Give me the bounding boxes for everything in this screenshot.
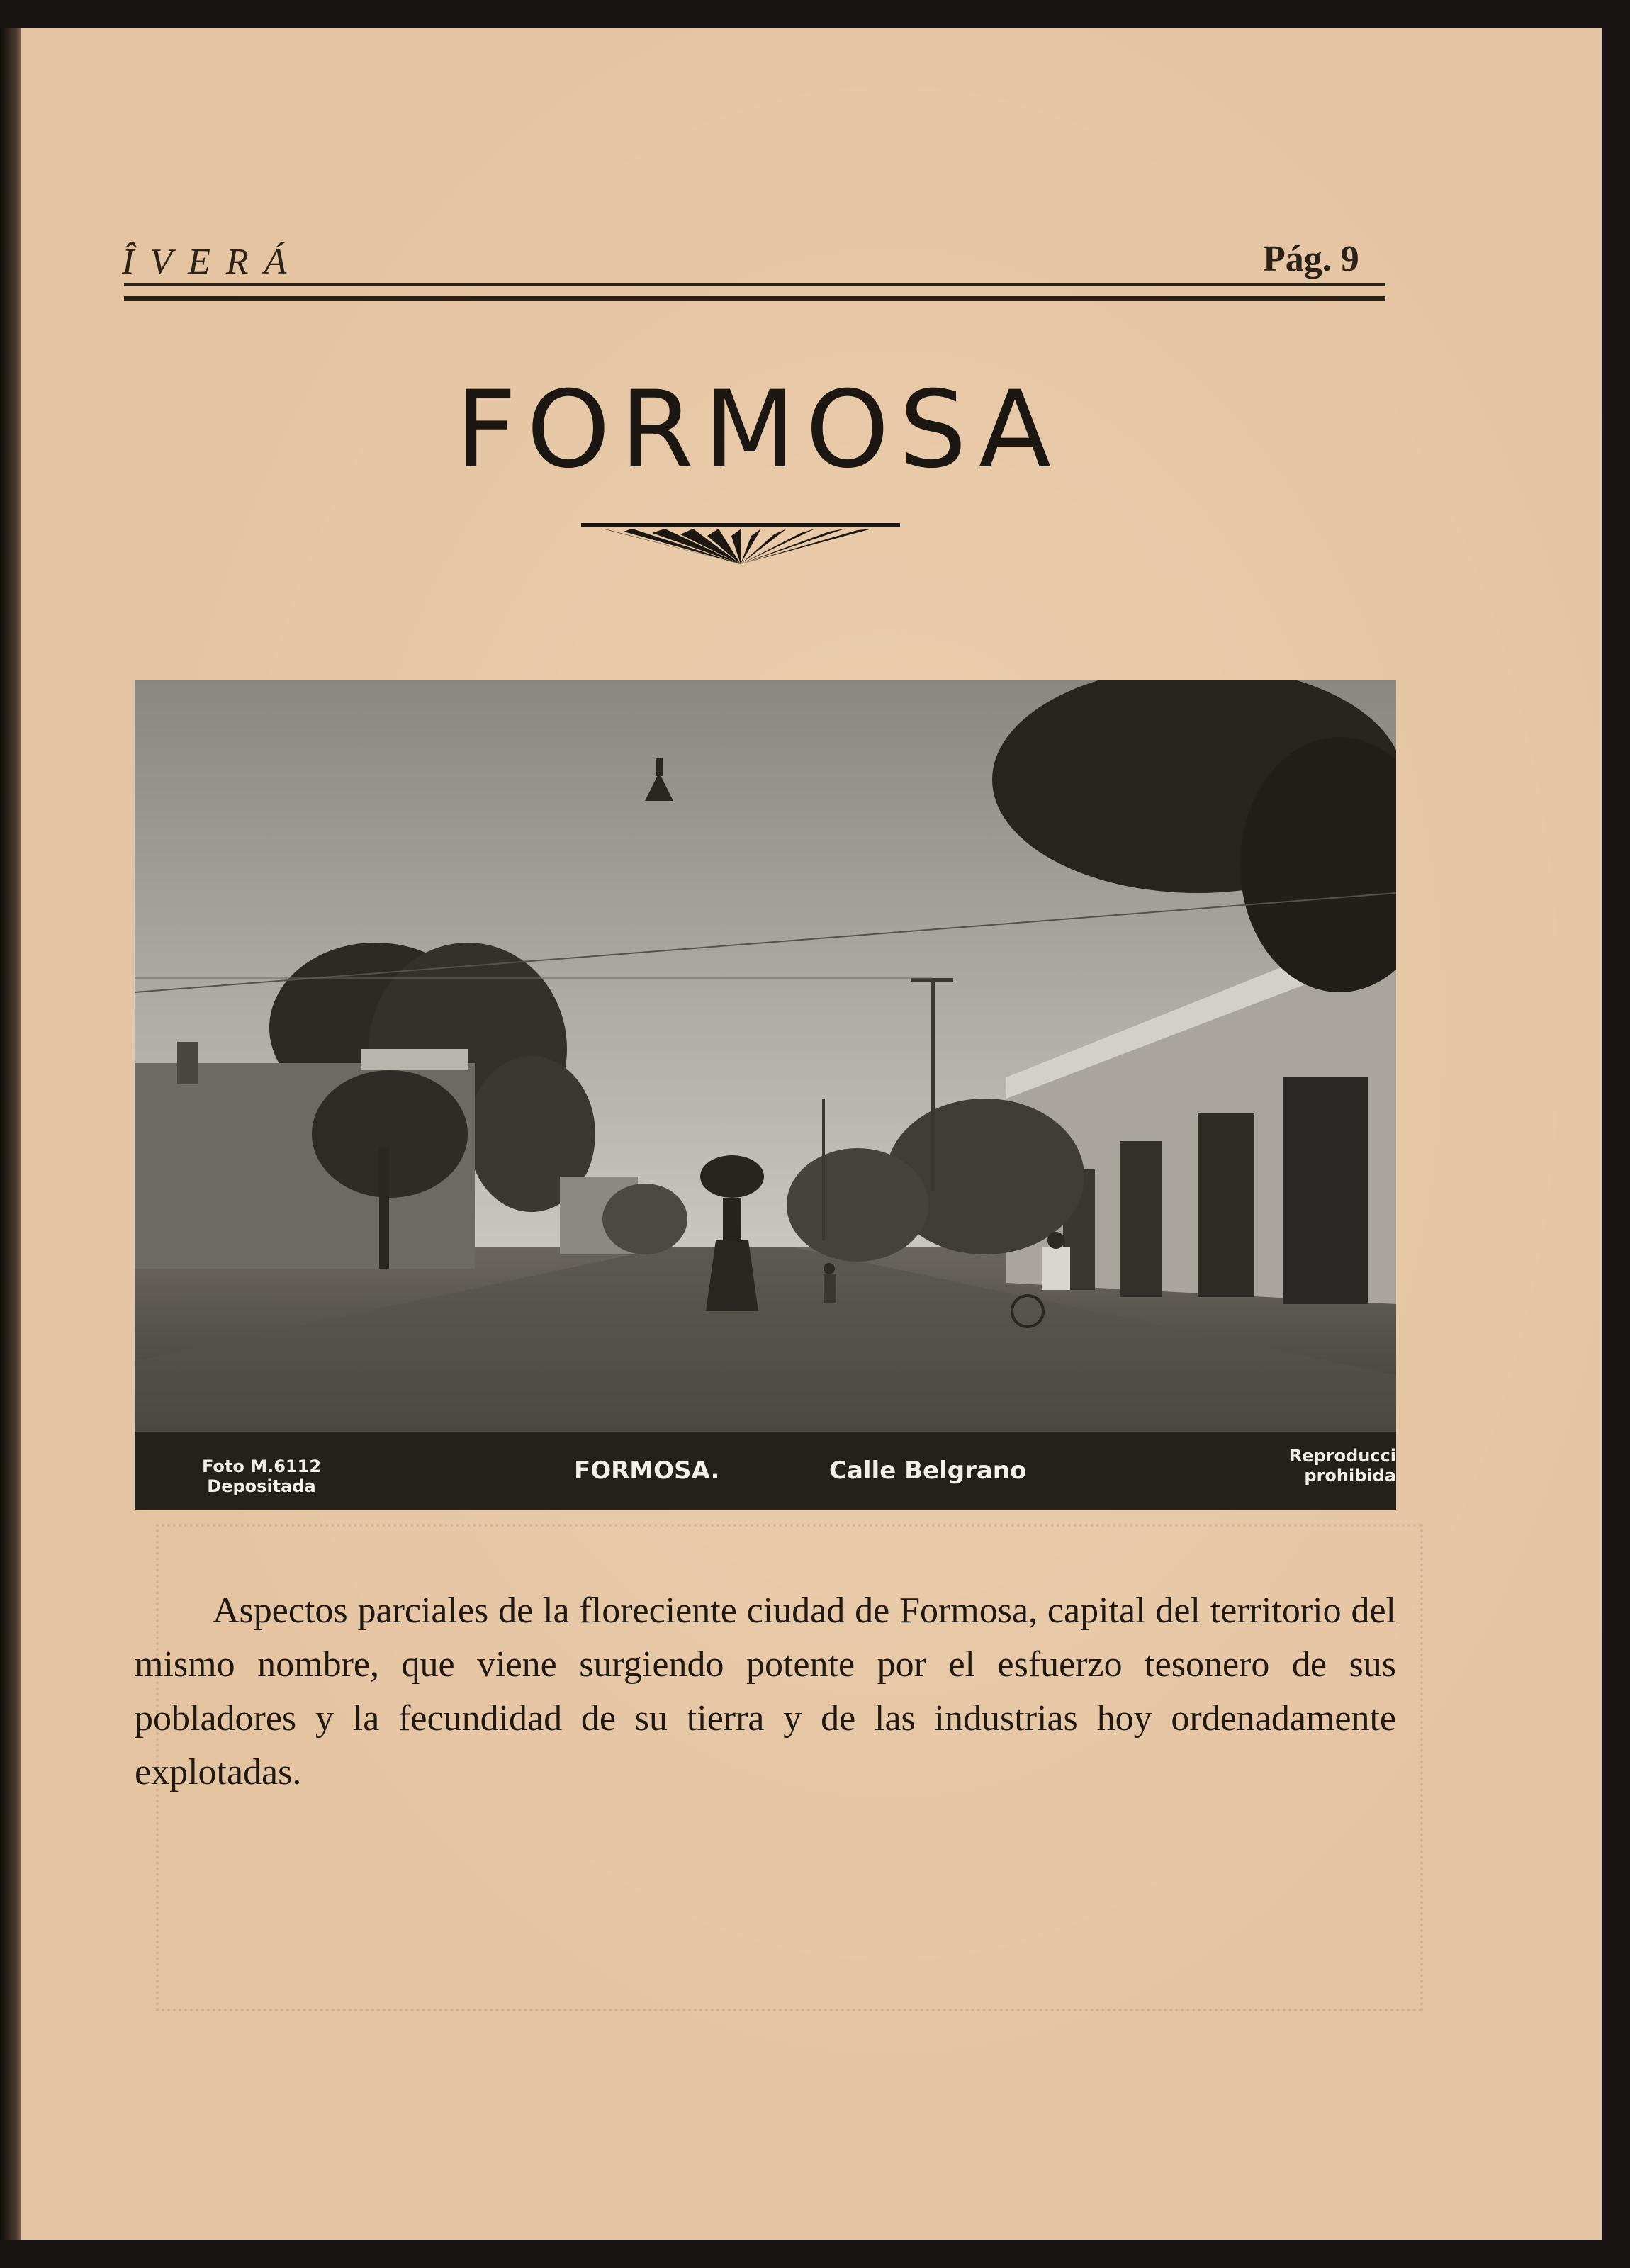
photo-rights [1269, 1446, 1396, 1486]
article-body-text: Aspectos parciales de la floreciente ciudad de Formosa, capital del territorio del mismo nombre, que viene surgiendo potente por el esfuerzo tesonero de sus pobladores y la fecundidad de su tierra y de las industrias hoy ordenadamente explotadas. [135, 1590, 1396, 1792]
running-header-title: ÎVERÁ [122, 242, 303, 282]
page-number: Pág. 9 [1263, 239, 1359, 279]
article-title: FORMOSA [455, 369, 1062, 492]
street-photograph [135, 680, 1396, 1510]
header-rule-thin [124, 284, 1386, 286]
title-ornament-icon [581, 517, 900, 567]
book-gutter [0, 28, 23, 2240]
magazine-page [21, 28, 1602, 2240]
header-rule-thick [124, 296, 1386, 301]
photo-rights-line2: prohibida [1304, 1466, 1396, 1486]
photo-credit-number: Foto M.6112 [202, 1456, 322, 1476]
photo-credit-status: Depositada [207, 1476, 316, 1496]
photo-caption-street: Calle Belgrano [829, 1456, 1027, 1485]
street-scene-image [135, 680, 1396, 1510]
photo-rights-line1: Reproducci [1288, 1446, 1396, 1466]
photo-credit [202, 1456, 321, 1496]
article-body-paragraph [135, 1584, 1396, 1800]
photo-caption-city: FORMOSA. [574, 1456, 720, 1485]
